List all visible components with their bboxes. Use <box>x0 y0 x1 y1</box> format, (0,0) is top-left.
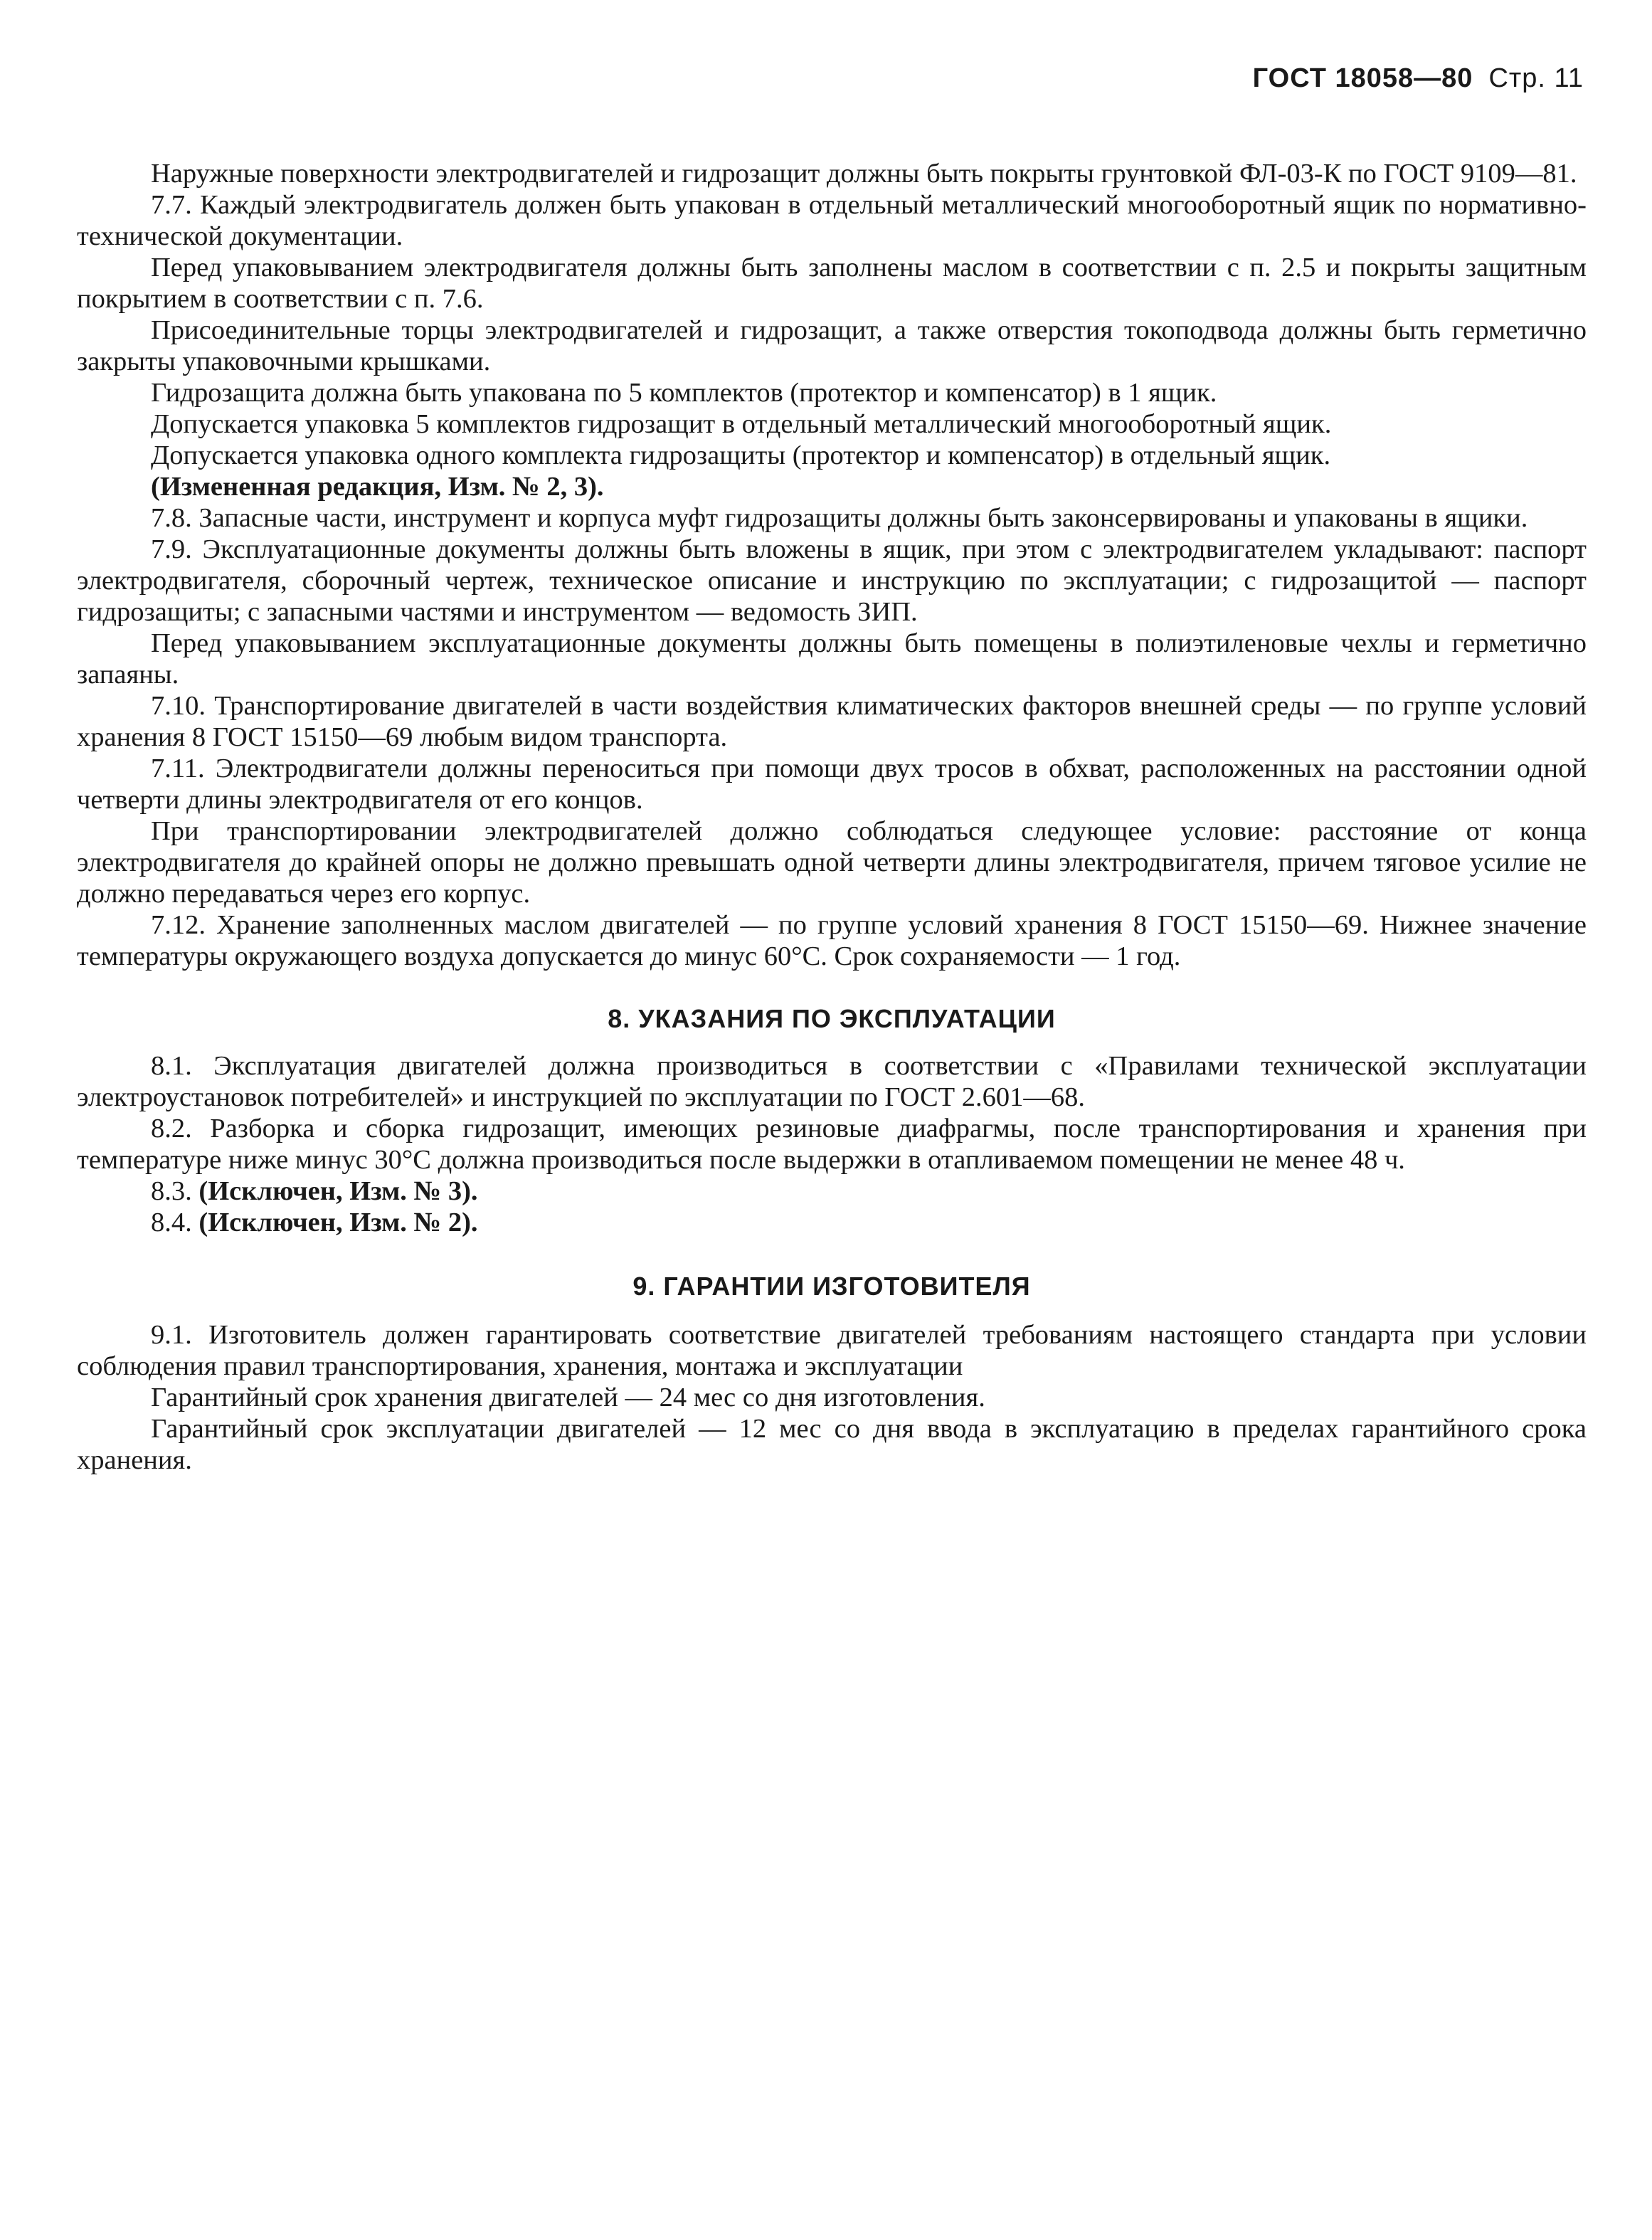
standard-number: ГОСТ 18058—80 <box>1252 63 1473 93</box>
section-heading: 8. УКАЗАНИЯ ПО ЭКСПЛУАТАЦИИ <box>608 1004 1056 1033</box>
paragraph: 8.1. Эксплуатация двигателей должна производиться в соответствии с «Правилами технической эксплуатации электроустановок потребителей» и инструкцией по эксплуатации по ГОСТ 2.601—68. <box>77 1051 1587 1112</box>
excluded-note: (Исключен, Изм. № 2). <box>198 1208 478 1237</box>
page-header <box>1253 63 1584 94</box>
page-number: Стр. 11 <box>1488 63 1584 93</box>
clause-number: 8.4. <box>151 1208 199 1237</box>
paragraph: Присоединительные торцы электродвигателей и гидрозащит, а также отверстия токоподвода должны быть герметично закрыты упаковочными крышками. <box>77 315 1587 376</box>
paragraph: Наружные поверхности электродвигателей и гидрозащит должны быть покрыты грунтовкой ФЛ-03-К по ГОСТ 9109—81. <box>151 159 1577 189</box>
paragraph: 9.1. Изготовитель должен гарантировать соответствие двигателей требованиям настоящего стандарта при условии соблюдения правил транспортирования, хранения, монтажа и эксплуатации <box>77 1320 1587 1381</box>
clause-number: 8.3. <box>151 1176 199 1206</box>
paragraph: Гарантийный срок хранения двигателей — 24 мес со дня изготовления. <box>151 1383 985 1412</box>
paragraph: Допускается упаковка одного комплекта гидрозащиты (протектор и компенсатор) в отдельный ящик. <box>151 440 1331 470</box>
section-heading: 9. ГАРАНТИИ ИЗГОТОВИТЕЛЯ <box>632 1272 1031 1301</box>
paragraph: 7.9. Эксплуатационные документы должны быть вложены в ящик, при этом с электродвигателем укладывают: паспорт электродвигателя, сборочный чертеж, техническое описание и инструкцию по эксплуатации; с гидрозащитой — паспорт гидрозащиты; с запасными частями и инструментом — ведомость ЗИП. <box>77 534 1587 627</box>
amendment-note: (Измененная редакция, Изм. № 2, 3). <box>151 472 604 502</box>
paragraph <box>77 1176 1587 1207</box>
paragraph: Допускается упаковка 5 комплектов гидрозащит в отдельный металлический многооборотный ящик. <box>151 409 1332 439</box>
paragraph: 7.11. Электродвигатели должны переноситься при помощи двух тросов в обхват, расположенных на расстоянии одной четверти длины электродвигателя от его концов. <box>77 754 1587 815</box>
paragraph: Перед упаковыванием эксплуатационные документы должны быть помещены в полиэтиленовые чехлы и герметично запаяны. <box>77 628 1587 690</box>
paragraph: 8.2. Разборка и сборка гидрозащит, имеющих резиновые диафрагмы, после транспортирования и хранения при температуре ниже минус 30°С должна производиться после выдержки в отапливаемом помещении не менее 48 ч. <box>77 1114 1587 1175</box>
paragraph: Гидрозащита должна быть упакована по 5 комплектов (протектор и компенсатор) в 1 ящик. <box>151 378 1217 408</box>
paragraph: При транспортировании электродвигателей должно соблюдаться следующее условие: расстояние от конца электродвигателя до крайней опоры не должно превышать одной четверти длины электродвигателя, причем тяговое усилие не должно передаваться через его корпус. <box>77 816 1587 909</box>
excluded-note: (Исключен, Изм. № 3). <box>198 1176 478 1206</box>
document-body <box>77 158 1587 1476</box>
paragraph <box>77 1207 1587 1238</box>
paragraph: Гарантийный срок эксплуатации двигателей — 12 мес со дня ввода в эксплуатацию в пределах гарантийного срока хранения. <box>77 1414 1587 1475</box>
paragraph: 7.10. Транспортирование двигателей в части воздействия климатических факторов внешней среды — по группе условий хранения 8 ГОСТ 15150—69 любым видом транспорта. <box>77 691 1587 752</box>
paragraph: 7.8. Запасные части, инструмент и корпуса муфт гидрозащиты должны быть законсервированы и упакованы в ящики. <box>151 503 1528 533</box>
paragraph: 7.12. Хранение заполненных маслом двигателей — по группе условий хранения 8 ГОСТ 15150—69. Нижнее значение температуры окружающего воздуха допускается до минус 60°С. Срок сохраняемости — 1 год. <box>77 910 1587 971</box>
paragraph: 7.7. Каждый электродвигатель должен быть упакован в отдельный металлический многооборотный ящик по нормативно-технической документации. <box>77 190 1587 251</box>
paragraph: Перед упаковыванием электродвигателя должны быть заполнены маслом в соответствии с п. 2.5 и покрыты защитным покрытием в соответствии с п. 7.6. <box>77 253 1587 314</box>
